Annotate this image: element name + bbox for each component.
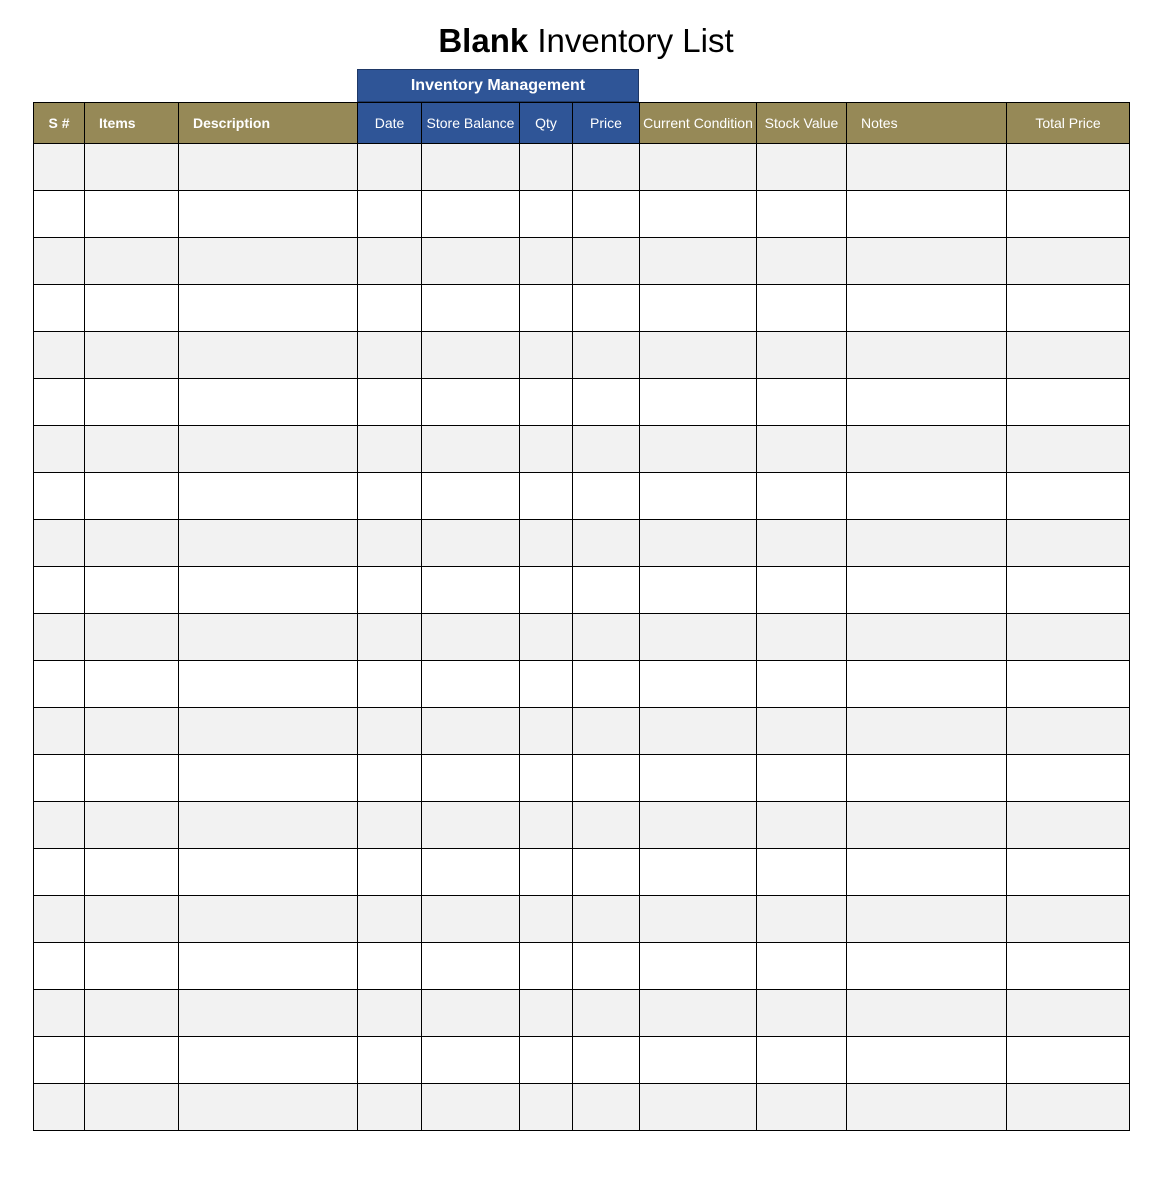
cell-notes[interactable] [847, 285, 1007, 332]
cell-notes[interactable] [847, 802, 1007, 849]
cell-current-condition[interactable] [640, 802, 757, 849]
cell-price[interactable] [573, 520, 640, 567]
col-header-notes: Notes [847, 103, 1007, 144]
cell-date[interactable] [358, 943, 422, 990]
cell-notes[interactable] [847, 943, 1007, 990]
cell-current-condition[interactable] [640, 473, 757, 520]
cell-store-balance[interactable] [422, 567, 520, 614]
cell-notes[interactable] [847, 238, 1007, 285]
cell-total-price[interactable] [1007, 896, 1130, 943]
cell-description[interactable] [179, 1037, 358, 1084]
cell-store-balance[interactable] [422, 661, 520, 708]
cell-stock-value[interactable] [757, 849, 847, 896]
cell-current-condition[interactable] [640, 661, 757, 708]
cell-store-balance[interactable] [422, 1084, 520, 1131]
cell-total-price[interactable] [1007, 285, 1130, 332]
cell-price[interactable] [573, 426, 640, 473]
cell-description[interactable] [179, 708, 358, 755]
cell-serial[interactable] [34, 426, 85, 473]
cell-items[interactable] [85, 520, 179, 567]
cell-stock-value[interactable] [757, 708, 847, 755]
cell-notes[interactable] [847, 896, 1007, 943]
cell-items[interactable] [85, 802, 179, 849]
cell-items[interactable] [85, 943, 179, 990]
cell-stock-value[interactable] [757, 191, 847, 238]
col-header-qty: Qty [520, 103, 573, 144]
col-header-serial: S # [34, 103, 85, 144]
cell-total-price[interactable] [1007, 520, 1130, 567]
cell-store-balance[interactable] [422, 990, 520, 1037]
cell-serial[interactable] [34, 990, 85, 1037]
cell-notes[interactable] [847, 191, 1007, 238]
cell-serial[interactable] [34, 755, 85, 802]
cell-description[interactable] [179, 896, 358, 943]
cell-items[interactable] [85, 849, 179, 896]
cell-price[interactable] [573, 614, 640, 661]
cell-store-balance[interactable] [422, 802, 520, 849]
cell-price[interactable] [573, 473, 640, 520]
cell-total-price[interactable] [1007, 426, 1130, 473]
cell-store-balance[interactable] [422, 379, 520, 426]
cell-qty[interactable] [520, 285, 573, 332]
col-header-store-balance: Store Balance [422, 103, 520, 144]
cell-current-condition[interactable] [640, 896, 757, 943]
cell-serial[interactable] [34, 614, 85, 661]
cell-store-balance[interactable] [422, 238, 520, 285]
cell-date[interactable] [358, 238, 422, 285]
cell-serial[interactable] [34, 708, 85, 755]
cell-date[interactable] [358, 379, 422, 426]
cell-qty[interactable] [520, 520, 573, 567]
cell-stock-value[interactable] [757, 614, 847, 661]
cell-qty[interactable] [520, 755, 573, 802]
cell-qty[interactable] [520, 1037, 573, 1084]
cell-description[interactable] [179, 661, 358, 708]
cell-stock-value[interactable] [757, 755, 847, 802]
table-row [34, 849, 1130, 896]
cell-notes[interactable] [847, 1084, 1007, 1131]
cell-items[interactable] [85, 144, 179, 191]
cell-description[interactable] [179, 802, 358, 849]
cell-total-price[interactable] [1007, 708, 1130, 755]
cell-notes[interactable] [847, 755, 1007, 802]
cell-description[interactable] [179, 520, 358, 567]
cell-description[interactable] [179, 238, 358, 285]
inventory-table [33, 102, 1130, 1131]
cell-total-price[interactable] [1007, 614, 1130, 661]
cell-serial[interactable] [34, 802, 85, 849]
cell-items[interactable] [85, 755, 179, 802]
cell-serial[interactable] [34, 238, 85, 285]
cell-items[interactable] [85, 332, 179, 379]
cell-notes[interactable] [847, 990, 1007, 1037]
cell-serial[interactable] [34, 332, 85, 379]
cell-serial[interactable] [34, 285, 85, 332]
cell-qty[interactable] [520, 943, 573, 990]
cell-items[interactable] [85, 379, 179, 426]
cell-qty[interactable] [520, 661, 573, 708]
cell-price[interactable] [573, 661, 640, 708]
cell-current-condition[interactable] [640, 238, 757, 285]
cell-total-price[interactable] [1007, 1037, 1130, 1084]
cell-qty[interactable] [520, 144, 573, 191]
table-row [34, 473, 1130, 520]
cell-items[interactable] [85, 614, 179, 661]
cell-stock-value[interactable] [757, 144, 847, 191]
cell-current-condition[interactable] [640, 755, 757, 802]
cell-qty[interactable] [520, 191, 573, 238]
cell-stock-value[interactable] [757, 520, 847, 567]
cell-serial[interactable] [34, 379, 85, 426]
cell-stock-value[interactable] [757, 943, 847, 990]
table-row [34, 755, 1130, 802]
cell-price[interactable] [573, 332, 640, 379]
title-bold: Blank [438, 22, 529, 59]
cell-price[interactable] [573, 567, 640, 614]
cell-serial[interactable] [34, 144, 85, 191]
table-row [34, 896, 1130, 943]
table-row [34, 191, 1130, 238]
cell-items[interactable] [85, 708, 179, 755]
cell-total-price[interactable] [1007, 661, 1130, 708]
cell-notes[interactable] [847, 144, 1007, 191]
cell-store-balance[interactable] [422, 614, 520, 661]
cell-description[interactable] [179, 379, 358, 426]
cell-stock-value[interactable] [757, 567, 847, 614]
cell-serial[interactable] [34, 191, 85, 238]
cell-items[interactable] [85, 1037, 179, 1084]
cell-stock-value[interactable] [757, 990, 847, 1037]
cell-date[interactable] [358, 191, 422, 238]
col-header-description: Description [179, 103, 358, 144]
cell-serial[interactable] [34, 849, 85, 896]
cell-price[interactable] [573, 238, 640, 285]
cell-price[interactable] [573, 849, 640, 896]
table-row [34, 567, 1130, 614]
cell-current-condition[interactable] [640, 426, 757, 473]
cell-price[interactable] [573, 144, 640, 191]
cell-description[interactable] [179, 1084, 358, 1131]
cell-stock-value[interactable] [757, 802, 847, 849]
table-row [34, 802, 1130, 849]
col-header-date: Date [358, 103, 422, 144]
cell-current-condition[interactable] [640, 379, 757, 426]
cell-serial[interactable] [34, 1037, 85, 1084]
cell-stock-value[interactable] [757, 1037, 847, 1084]
table-row [34, 990, 1130, 1037]
col-header-total-price: Total Price [1007, 103, 1130, 144]
cell-qty[interactable] [520, 426, 573, 473]
cell-serial[interactable] [34, 567, 85, 614]
table-row [34, 614, 1130, 661]
cell-notes[interactable] [847, 426, 1007, 473]
cell-price[interactable] [573, 379, 640, 426]
cell-stock-value[interactable] [757, 473, 847, 520]
cell-serial[interactable] [34, 520, 85, 567]
cell-serial[interactable] [34, 473, 85, 520]
cell-store-balance[interactable] [422, 285, 520, 332]
cell-items[interactable] [85, 1084, 179, 1131]
cell-qty[interactable] [520, 708, 573, 755]
cell-qty[interactable] [520, 332, 573, 379]
cell-notes[interactable] [847, 567, 1007, 614]
cell-description[interactable] [179, 191, 358, 238]
cell-notes[interactable] [847, 661, 1007, 708]
cell-items[interactable] [85, 473, 179, 520]
cell-store-balance[interactable] [422, 520, 520, 567]
inventory-management-group-header: Inventory Management [357, 69, 639, 102]
cell-total-price[interactable] [1007, 238, 1130, 285]
cell-store-balance[interactable] [422, 191, 520, 238]
cell-serial[interactable] [34, 1084, 85, 1131]
cell-total-price[interactable] [1007, 1084, 1130, 1131]
cell-qty[interactable] [520, 896, 573, 943]
cell-price[interactable] [573, 802, 640, 849]
cell-serial[interactable] [34, 896, 85, 943]
table-row [34, 144, 1130, 191]
cell-total-price[interactable] [1007, 849, 1130, 896]
cell-date[interactable] [358, 473, 422, 520]
cell-stock-value[interactable] [757, 238, 847, 285]
cell-description[interactable] [179, 614, 358, 661]
cell-total-price[interactable] [1007, 567, 1130, 614]
cell-store-balance[interactable] [422, 144, 520, 191]
cell-qty[interactable] [520, 567, 573, 614]
cell-qty[interactable] [520, 990, 573, 1037]
table-row [34, 238, 1130, 285]
cell-description[interactable] [179, 567, 358, 614]
cell-store-balance[interactable] [422, 1037, 520, 1084]
cell-total-price[interactable] [1007, 755, 1130, 802]
col-header-price: Price [573, 103, 640, 144]
cell-stock-value[interactable] [757, 426, 847, 473]
cell-description[interactable] [179, 990, 358, 1037]
cell-current-condition[interactable] [640, 1037, 757, 1084]
col-header-current-condition: Current Condition [640, 103, 757, 144]
cell-items[interactable] [85, 191, 179, 238]
table-row [34, 285, 1130, 332]
cell-store-balance[interactable] [422, 849, 520, 896]
cell-store-balance[interactable] [422, 708, 520, 755]
cell-price[interactable] [573, 1037, 640, 1084]
cell-current-condition[interactable] [640, 990, 757, 1037]
cell-notes[interactable] [847, 849, 1007, 896]
cell-items[interactable] [85, 990, 179, 1037]
cell-items[interactable] [85, 896, 179, 943]
cell-notes[interactable] [847, 473, 1007, 520]
cell-date[interactable] [358, 567, 422, 614]
cell-current-condition[interactable] [640, 144, 757, 191]
cell-description[interactable] [179, 849, 358, 896]
cell-current-condition[interactable] [640, 708, 757, 755]
cell-total-price[interactable] [1007, 990, 1130, 1037]
cell-qty[interactable] [520, 238, 573, 285]
cell-current-condition[interactable] [640, 332, 757, 379]
cell-notes[interactable] [847, 1037, 1007, 1084]
cell-date[interactable] [358, 896, 422, 943]
cell-store-balance[interactable] [422, 755, 520, 802]
table-row [34, 426, 1130, 473]
cell-price[interactable] [573, 708, 640, 755]
cell-price[interactable] [573, 755, 640, 802]
cell-notes[interactable] [847, 708, 1007, 755]
col-header-items: Items [85, 103, 179, 144]
cell-current-condition[interactable] [640, 849, 757, 896]
table-row [34, 661, 1130, 708]
page-title [0, 19, 1172, 63]
cell-total-price[interactable] [1007, 144, 1130, 191]
table-row [34, 1084, 1130, 1131]
cell-qty[interactable] [520, 1084, 573, 1131]
cell-items[interactable] [85, 661, 179, 708]
table-row [34, 1037, 1130, 1084]
cell-store-balance[interactable] [422, 332, 520, 379]
cell-date[interactable] [358, 1084, 422, 1131]
cell-description[interactable] [179, 473, 358, 520]
cell-notes[interactable] [847, 614, 1007, 661]
cell-date[interactable] [358, 661, 422, 708]
cell-store-balance[interactable] [422, 943, 520, 990]
cell-description[interactable] [179, 144, 358, 191]
cell-price[interactable] [573, 1084, 640, 1131]
cell-qty[interactable] [520, 802, 573, 849]
cell-price[interactable] [573, 191, 640, 238]
cell-store-balance[interactable] [422, 473, 520, 520]
cell-date[interactable] [358, 849, 422, 896]
cell-price[interactable] [573, 896, 640, 943]
cell-current-condition[interactable] [640, 520, 757, 567]
cell-date[interactable] [358, 1037, 422, 1084]
table-row [34, 943, 1130, 990]
cell-date[interactable] [358, 802, 422, 849]
cell-stock-value[interactable] [757, 285, 847, 332]
header-row [34, 103, 1130, 144]
table-row [34, 520, 1130, 567]
cell-store-balance[interactable] [422, 426, 520, 473]
cell-date[interactable] [358, 144, 422, 191]
cell-stock-value[interactable] [757, 896, 847, 943]
cell-date[interactable] [358, 614, 422, 661]
cell-current-condition[interactable] [640, 567, 757, 614]
cell-description[interactable] [179, 285, 358, 332]
cell-price[interactable] [573, 943, 640, 990]
cell-total-price[interactable] [1007, 191, 1130, 238]
cell-total-price[interactable] [1007, 943, 1130, 990]
cell-qty[interactable] [520, 614, 573, 661]
cell-date[interactable] [358, 755, 422, 802]
cell-qty[interactable] [520, 379, 573, 426]
cell-store-balance[interactable] [422, 896, 520, 943]
table-body [34, 144, 1130, 1131]
cell-description[interactable] [179, 332, 358, 379]
cell-qty[interactable] [520, 849, 573, 896]
table-row [34, 379, 1130, 426]
cell-description[interactable] [179, 755, 358, 802]
cell-current-condition[interactable] [640, 614, 757, 661]
cell-stock-value[interactable] [757, 379, 847, 426]
cell-current-condition[interactable] [640, 191, 757, 238]
cell-date[interactable] [358, 990, 422, 1037]
cell-items[interactable] [85, 285, 179, 332]
cell-price[interactable] [573, 285, 640, 332]
cell-notes[interactable] [847, 379, 1007, 426]
cell-notes[interactable] [847, 332, 1007, 379]
cell-date[interactable] [358, 332, 422, 379]
cell-date[interactable] [358, 520, 422, 567]
table-row [34, 708, 1130, 755]
table-row [34, 332, 1130, 379]
cell-total-price[interactable] [1007, 379, 1130, 426]
cell-serial[interactable] [34, 943, 85, 990]
cell-total-price[interactable] [1007, 802, 1130, 849]
cell-items[interactable] [85, 426, 179, 473]
cell-stock-value[interactable] [757, 332, 847, 379]
title-rest: Inventory List [537, 22, 734, 59]
cell-total-price[interactable] [1007, 332, 1130, 379]
cell-current-condition[interactable] [640, 943, 757, 990]
cell-stock-value[interactable] [757, 1084, 847, 1131]
cell-stock-value[interactable] [757, 661, 847, 708]
cell-description[interactable] [179, 426, 358, 473]
cell-notes[interactable] [847, 520, 1007, 567]
cell-date[interactable] [358, 708, 422, 755]
cell-qty[interactable] [520, 473, 573, 520]
cell-serial[interactable] [34, 661, 85, 708]
cell-description[interactable] [179, 943, 358, 990]
col-header-stock-value: Stock Value [757, 103, 847, 144]
cell-items[interactable] [85, 238, 179, 285]
cell-date[interactable] [358, 426, 422, 473]
cell-price[interactable] [573, 990, 640, 1037]
cell-date[interactable] [358, 285, 422, 332]
cell-items[interactable] [85, 567, 179, 614]
cell-current-condition[interactable] [640, 1084, 757, 1131]
cell-current-condition[interactable] [640, 285, 757, 332]
cell-total-price[interactable] [1007, 473, 1130, 520]
